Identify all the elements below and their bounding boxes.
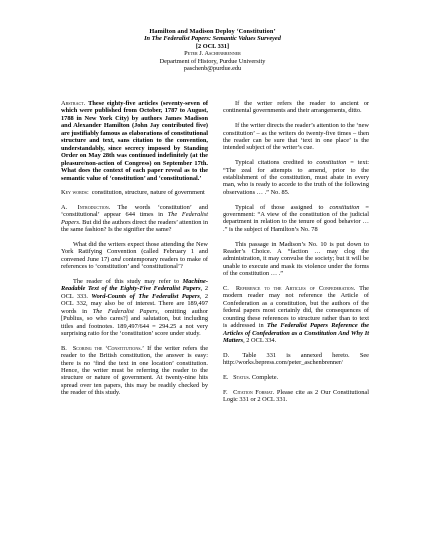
section-a-para-3	[61, 278, 208, 338]
section-f	[223, 389, 369, 404]
paper-title: Hamilton and Madison Deploy ‘Constitution’	[149, 28, 276, 35]
paper-citation: [2 OCL 331]	[195, 42, 230, 50]
section-c-text: , 2 OCL 334.	[243, 337, 277, 345]
section-a-para-2	[61, 241, 208, 271]
section-b-text: text: “The zeal for attempts to amend, prior to the establishment of the constitution, must abate in every man, who is ready to accede to the truth of the following observations … .” No. 85.	[223, 159, 370, 196]
keywords-label: Key words:	[61, 189, 89, 197]
section-d-text: Table 331 is annexed hereto. See http://works.bepress.com/peter_aschenbrenner/	[223, 351, 369, 367]
keywords	[61, 189, 208, 196]
reference-title: The Federalist Papers Reference the Articles of Confederation as a Constitution And Why It Matters	[223, 322, 369, 345]
section-c	[223, 285, 369, 345]
paper-header	[0, 28, 425, 72]
section-a-heading: Introduction.	[77, 203, 111, 211]
abstract-text: These eighty-five articles (seventy-seven of which were published from October, 1787 to August, 1788 in New York City) by authors James Madison and Alexander Hamilton (John Jay contributed five) are justifiably famous as elaborations of constitutional structure and text, sans citation to the convention, understandably, since secrecy imposed by Standing Order on May 28th was continued indefinitely (at the pleasure/non-action of Congress) on September 17th. What does the context of each paper reveal as to the semantic value of ‘constitution’ and ‘constitutional.’	[61, 100, 208, 182]
section-b-text: government: “A view of the constitution of the judicial department in relation to the tenure of good behavior … .” is the subject of Hamilton’s No. 78	[223, 211, 369, 233]
abstract	[61, 100, 208, 182]
left-column	[61, 100, 208, 404]
paper-subtitle: In The Federalist Papers: Semantic Values Surveyed	[144, 35, 281, 43]
section-c-label: C.	[223, 285, 229, 292]
section-a-text: . But did the authors direct the readers’ attention in the same fashion? Is the signifier the same?	[61, 218, 208, 234]
section-b-text: Typical citations credited to	[235, 159, 313, 167]
section-f-label: F.	[223, 388, 228, 396]
section-b-para-5: Typical of those assigned to constitution = government: “A view of the constitution of the judicial department in relation to the tenure of good behavior … .” is the subject of Hamilton’s No. 78	[223, 203, 369, 233]
section-e-label: E.	[223, 373, 229, 381]
section-d-label: D.	[223, 351, 230, 359]
author-name: Peter J. Aschenbrenner	[184, 50, 241, 58]
section-f-text: Please cite as 2 Our Constitutional Logic 331 or 2 OCL 331.	[223, 388, 369, 403]
section-a-text: , 2 OCL 332, may also be of interest. There are 189,497 words in	[61, 292, 209, 315]
author-email: paschenb@purdue.edu	[183, 65, 242, 73]
section-b-label: B.	[61, 344, 67, 352]
federalist-title: The Federalist Papers	[61, 211, 208, 226]
section-b-para-6: This passage in Madison’s No. 10 is put down to Reader’s Choice. A “faction … may clog the administration, it may convulse the society; but it will be unable to execute and mask its violence under the forms of the constitution … .”	[223, 240, 369, 278]
author-department: Department of History, Purdue University	[159, 57, 266, 65]
section-a-label: A.	[61, 203, 68, 211]
section-a-text: contemporary readers to make of references to ‘constitution’ and ‘constitutional’?	[61, 255, 208, 271]
section-b-heading: Scoring the ‘Constitutions.’	[72, 344, 145, 352]
section-a-text: , 2 OCL 333.	[61, 285, 208, 300]
section-d	[223, 352, 369, 367]
section-e-text: Complete.	[251, 373, 279, 381]
section-a-para-1	[61, 204, 208, 234]
section-a-text: and	[111, 255, 121, 263]
section-b-text: If the writer refers the reader to the British constitution, the answer is easy: there is no ‘find the text in one location’ constitution. Hence, the writer must be referring the reader to the structure or nature of government. At twenty-nine hits spread over ten papers, this may be readily checked by the reader of this study.	[61, 344, 209, 397]
keywords-text: constitution, structure, nature of government	[91, 189, 205, 197]
section-a-text: , omitting author [Publius, so who cares?] and salutation, but including titles and footnotes. 189,497/644 = 294.25 a not very surprising ratio for the ‘constitution’ score under study.	[61, 307, 209, 337]
constitution-term: constitution	[316, 159, 347, 167]
section-b-para-2: If the writer refers the reader to ancient or continental governments and their arrangements, ditto.	[223, 100, 369, 115]
section-a-text: The words ‘constitution’ and ‘constitutional’ appear 644 times in	[61, 203, 208, 219]
section-b-para-3: If the writer directs the reader’s attention to the ‘new constitution’ – as the writers do twenty-five times – then the reader can be sure that ‘text in one place’ is the intended subject of the writer’s cue.	[223, 122, 369, 152]
section-e	[223, 374, 369, 381]
constitution-term: constitution	[329, 203, 360, 211]
section-c-text: The modern reader may not reference the Article of Confederation as a constitution, but the authors of the federal papers most certainly did, the consequences of counting these references to structure rather than to text is addressed in	[223, 285, 369, 330]
right-column	[223, 100, 369, 411]
reference-title: Word-Counts of The Federalist Papers	[91, 292, 200, 300]
section-c-heading: Reference to the Articles of Confederation.	[235, 285, 356, 292]
federalist-title: The Federalist Papers	[92, 307, 158, 315]
abstract-label: Abstract.	[61, 100, 86, 107]
section-a-text: What did the writers expect those attending the New York Ratifying Convention (called February 1 and convened June 17)	[61, 240, 208, 263]
section-b-para-1	[61, 345, 208, 397]
reference-title: Machine-Readable Text of the Eighty-Five Federalist Papers	[61, 277, 208, 293]
section-b-para-4: Typical citations credited to constitution = text: “The zeal for attempts to amend, prior to the establishment of the constitution, must abate in every man, who is ready to accede to the truth of the following observations … .” No. 85.	[223, 159, 370, 196]
section-a-text: The reader of this study may refer to	[73, 277, 180, 285]
section-f-heading: Citation Format.	[233, 388, 275, 396]
section-e-heading: Status.	[233, 373, 251, 381]
section-b-text: Typical of those assigned to	[235, 203, 324, 211]
